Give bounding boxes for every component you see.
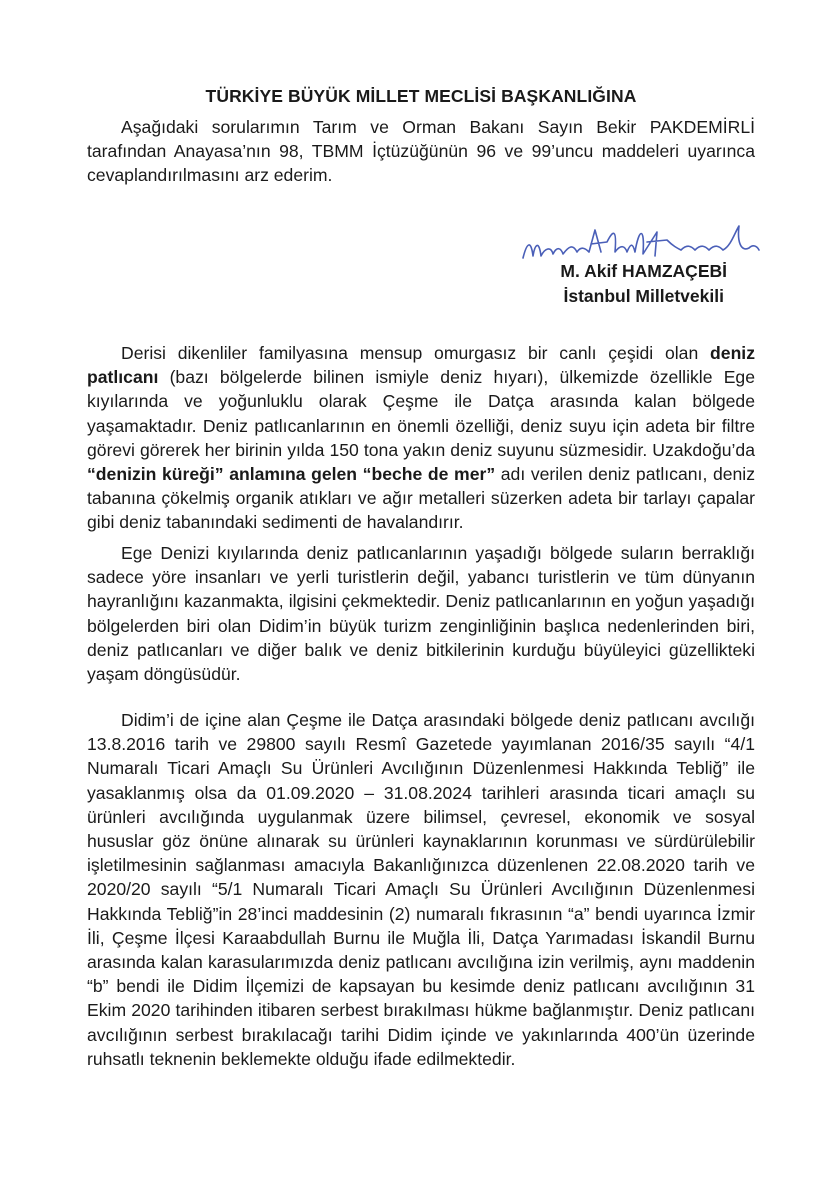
body-paragraph-2: Ege Denizi kıyılarında deniz patlıcanlarının yaşadığı bölgede suların berraklığı sadece yöre insanları ve yerli turistlerin değil, yabancı turistlerin ve tüm dünyanın hayranlığını kazanmakta, ilgisini çekmektedir. Deniz patlıcanlarının en yoğun yaşadığı bölgelerden biri olan Didim’in büyük turizm zenginliğinin başlıca nedenlerinden biri, deniz patlıcanları ve diğer balık ve deniz bitkilerinin kurduğu büyüleyici güzellikteki yaşam döngüsüdür. <box>87 543 755 685</box>
paragraph-1-text-c: adı verilen deniz patlıcanı, deniz tabanına çökelmiş organik atıkları ve ağır metalleri süzerken adeta bir tarlayı çapalar gibi deniz tabanındaki sedimenti de havalandırır. <box>87 464 755 533</box>
paragraph-1-text-a: Derisi dikenliler familyasına mensup omurgasız bir canlı çeşidi olan <box>121 343 711 363</box>
signature-block <box>560 259 727 309</box>
paragraph-1-bold-b: “denizin küreği” anlamına gelen “beche de mer” <box>87 464 496 485</box>
signatory-name: M. Akif HAMZAÇEBİ <box>560 261 727 281</box>
intro-paragraph: Aşağıdaki sorularımın Tarım ve Orman Bakanı Sayın Bekir PAKDEMİRLİ tarafından Anayasa’nın 98, TBMM İçtüzüğünün 96 ve 99’uncu maddeleri uyarınca cevaplandırılmasını arz ederim. <box>87 117 755 186</box>
body-paragraph-1 <box>87 341 755 535</box>
paragraph-1-bold-a: deniz patlıcanı <box>87 343 755 388</box>
paragraph-1-text-b: (bazı bölgelerde bilinen ismiyle deniz hıyarı), ülkemizde özellikle Ege kıyılarında ve yoğunluklu olarak Çeşme ile Datça arasında kalan bölgede yaşamaktadır. Deniz patlıcanlarının en önemli özelliği, deniz suyu için adeta bir filtre görevi görerek her birinin yılda 150 tona yakın deniz suyunu süzmesidir. Uzakdoğu’da <box>87 367 755 460</box>
signatory-role: İstanbul Milletvekili <box>563 286 724 306</box>
body-paragraph-3: Didim’i de içine alan Çeşme ile Datça arasındaki bölgede deniz patlıcanı avcılığı 13.8.2016 tarih ve 29800 sayılı Resmî Gazetede yayımlanan 2016/35 sayılı “4/1 Numaralı Ticari Amaçlı Su Ürünleri Avcılığının Düzenlenmesi Hakkında Tebliğ” ile yasaklanmış olsa da 01.09.2020 – 31.08.2024 tarihleri arasında ticari amaçlı su ürünleri avcılığında uygulanmak üzere bilimsel, çevresel, ekonomik ve sosyal hususlar göz önüne alınarak su ürünleri kaynaklarının korunması ve sürdürülebilir işletilmesinin sağlanması amacıyla Bakanlığınızca düzenlenen 22.08.2020 tarih ve 2020/20 sayılı “5/1 Numaralı Ticari Amaçlı Su Ürünleri Avcılığının Düzenlenmesi Hakkında Tebliğ”in 28’inci maddesinin (2) numaralı fıkrasının “a” bendi uyarınca İzmir İli, Çeşme İlçesi Karaabdullah Burnu ile Muğla İli, Datça Yarımadası İskandil Burnu arasında kalan karasularımızda deniz patlıcanı avcılığına izin verilmiş, aynı maddenin “b” bendi ile Didim İlçemizi de kapsayan bu kesimde deniz patlıcanı avcılığının 31 Ekim 2020 tarihinden itibaren serbest bırakılması hükme bağlanmıştır. Deniz patlıcanı avcılığının serbest bırakılacağı tarihi Didim içinde ve yakınlarında 400’ün üzerinde ruhsatlı teknenin beklemekte olduğu ifade edilmektedir. <box>87 710 755 1069</box>
document-title: TÜRKİYE BÜYÜK MİLLET MECLİSİ BAŞKANLIĞINA <box>205 86 637 106</box>
